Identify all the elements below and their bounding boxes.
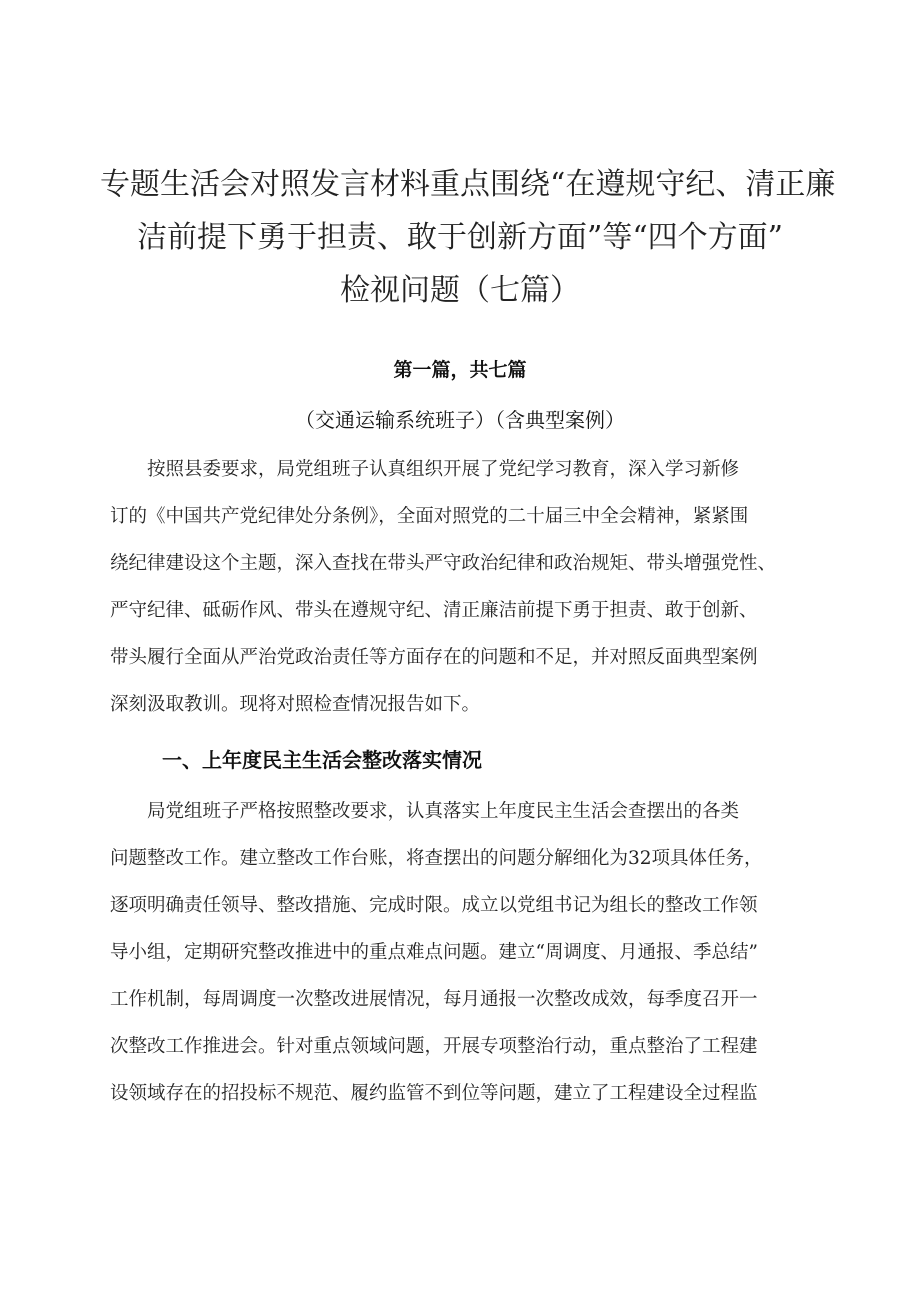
section-line: 局党组班子严格按照整改要求，认真落实上年度民主生活会查摆出的各类 <box>110 801 740 822</box>
intro-line: 按照县委要求，局党组班子认真组织开展了党纪学习教育，深入学习新修 <box>110 459 740 480</box>
section-line: 导小组，定期研究整改推进中的重点难点问题。建立“周调度、月通报、季总结” <box>110 942 758 963</box>
title-line-2: 洁前提下勇于担责、敢于创新方面”等“四个方面” <box>136 220 783 255</box>
section-line: 问题整改工作。建立整改工作台账，将查摆出的问题分解细化为32项具体任务， <box>110 848 763 869</box>
part-subtitle: （交通运输系统班子）（含典型案例） <box>295 408 625 432</box>
intro-line: 绕纪律建设这个主题，深入查找在带头严守政治纪律和政治规矩、带头增强党性、 <box>110 553 777 574</box>
section-heading: 一、上年度民主生活会整改落实情况 <box>162 748 482 772</box>
intro-line: 带头履行全面从严治党政治责任等方面存在的问题和不足，并对照反面典型案例 <box>110 647 758 668</box>
intro-line: 深刻汲取教训。现将对照检查情况报告如下。 <box>110 694 481 715</box>
section-paragraph <box>110 788 822 1117</box>
part-label: 第一篇，共七篇 <box>393 359 527 381</box>
section-line: 设领域存在的招投标不规范、履约监管不到位等问题，建立了工程建设全过程监 <box>110 1083 758 1104</box>
intro-line: 订的《中国共产党纪律处分条例》，全面对照党的二十届三中全会精神，紧紧围 <box>110 506 749 527</box>
section-line: 次整改工作推进会。针对重点领域问题，开展专项整治行动，重点整治了工程建 <box>110 1036 758 1057</box>
document-title <box>100 158 836 317</box>
intro-line: 严守纪律、砥砺作风、带头在遵规守纪、清正廉洁前提下勇于担责、敢于创新、 <box>110 600 758 621</box>
title-line-1: 专题生活会对照发言材料重点围绕“在遵规守纪、清正廉 <box>100 167 836 202</box>
intro-paragraph <box>110 446 822 728</box>
section-line: 工作机制，每周调度一次整改进展情况，每月通报一次整改成效，每季度召开一 <box>110 989 758 1010</box>
section-line: 逐项明确责任领导、整改措施、完成时限。成立以党组书记为组长的整改工作领 <box>110 895 758 916</box>
title-line-3: 检视问题（七篇） <box>340 273 580 308</box>
